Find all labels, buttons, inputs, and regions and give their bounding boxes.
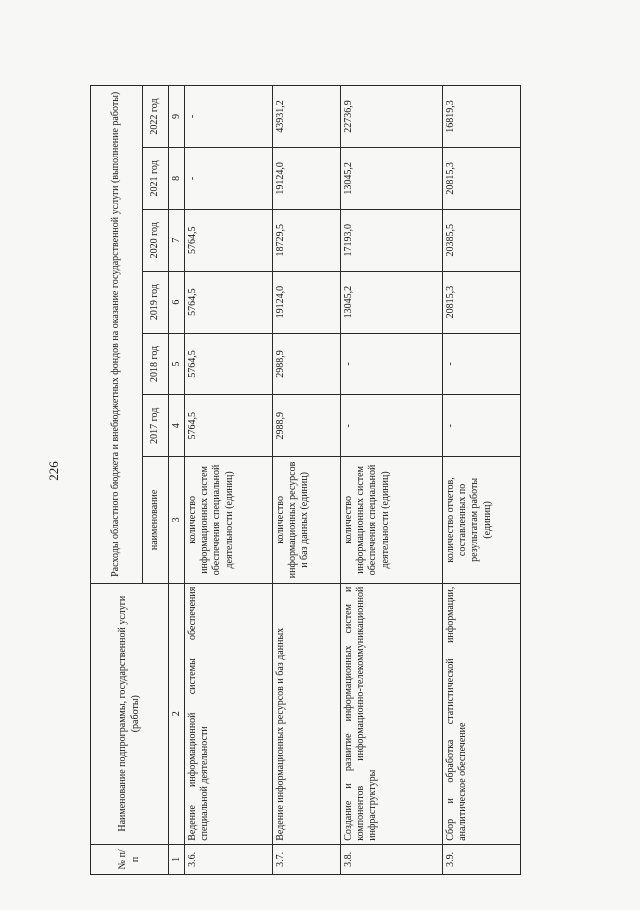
table-row bbox=[443, 86, 521, 875]
index-cell: 9 bbox=[169, 86, 185, 148]
expenses-table bbox=[90, 85, 521, 875]
row-value: - bbox=[185, 147, 273, 209]
header-year-2017: 2017 год bbox=[143, 395, 169, 457]
header-year-2019: 2019 год bbox=[143, 271, 169, 333]
page-number: 226 bbox=[46, 461, 61, 481]
row-value: 5764,5 bbox=[185, 271, 273, 333]
row-value: 5764,5 bbox=[185, 209, 273, 271]
row-name: Создание и развитие информационных систем и компонентов информационно-телекоммуникационной инфраструктуры bbox=[341, 583, 443, 844]
row-name: Ведение информационных ресурсов и баз данных bbox=[273, 583, 341, 844]
index-row bbox=[169, 86, 185, 875]
header-name: Наименование подпрограммы, государственной услуги (работы) bbox=[91, 583, 169, 844]
row-value: 19124,0 bbox=[273, 147, 341, 209]
row-value: 20815,3 bbox=[443, 271, 521, 333]
index-cell: 7 bbox=[169, 209, 185, 271]
index-cell: 5 bbox=[169, 333, 185, 395]
row-num: 3.6. bbox=[185, 844, 273, 874]
row-value: 20385,5 bbox=[443, 209, 521, 271]
row-value: 2988,9 bbox=[273, 395, 341, 457]
header-num: № п/п bbox=[91, 844, 169, 874]
row-value: - bbox=[185, 86, 273, 148]
row-value: 17193,0 bbox=[341, 209, 443, 271]
table-row bbox=[273, 86, 341, 875]
row-value: 5764,5 bbox=[185, 333, 273, 395]
row-indicator: количество отчетов, составленных по результатам работы (единиц) bbox=[443, 457, 521, 583]
row-value: - bbox=[443, 395, 521, 457]
header-expenses: Расходы областного бюджета и внебюджетных фондов на оказание государственной услуги (выполнение работы) bbox=[91, 86, 143, 584]
row-value: 43931,2 bbox=[273, 86, 341, 148]
index-cell: 8 bbox=[169, 147, 185, 209]
row-value: 20815,3 bbox=[443, 147, 521, 209]
header-year-2020: 2020 год bbox=[143, 209, 169, 271]
row-value: 22736,9 bbox=[341, 86, 443, 148]
row-value: 2988,9 bbox=[273, 333, 341, 395]
table-row bbox=[341, 86, 443, 875]
index-cell: 4 bbox=[169, 395, 185, 457]
row-indicator: количество информационных систем обеспечения специальной деятельности (единиц) bbox=[185, 457, 273, 583]
header-row-1 bbox=[91, 86, 143, 875]
row-name: Ведение информационной системы обеспечения специальной деятельности bbox=[185, 583, 273, 844]
row-value: 13045,2 bbox=[341, 271, 443, 333]
header-indicator: наименование bbox=[143, 457, 169, 583]
index-cell: 6 bbox=[169, 271, 185, 333]
row-value: 18729,5 bbox=[273, 209, 341, 271]
row-indicator: количество информационных ресурсов и баз данных (единиц) bbox=[273, 457, 341, 583]
row-value: 13045,2 bbox=[341, 147, 443, 209]
header-year-2021: 2021 год bbox=[143, 147, 169, 209]
row-value: - bbox=[341, 333, 443, 395]
row-value: 19124,0 bbox=[273, 271, 341, 333]
table-row bbox=[185, 86, 273, 875]
row-value: - bbox=[443, 333, 521, 395]
row-num: 3.8. bbox=[341, 844, 443, 874]
row-value: - bbox=[341, 395, 443, 457]
header-year-2022: 2022 год bbox=[143, 86, 169, 148]
rotated-table-container bbox=[90, 85, 570, 875]
index-cell: 1 bbox=[169, 844, 185, 874]
index-cell: 2 bbox=[169, 583, 185, 844]
row-name: Сбор и обработка статистической информации, аналитическое обеспечение bbox=[443, 583, 521, 844]
row-value: 16819,3 bbox=[443, 86, 521, 148]
row-num: 3.9. bbox=[443, 844, 521, 874]
row-num: 3.7. bbox=[273, 844, 341, 874]
header-year-2018: 2018 год bbox=[143, 333, 169, 395]
row-indicator: количество информационных систем обеспечения специальной деятельности (единиц) bbox=[341, 457, 443, 583]
row-value: 5764,5 bbox=[185, 395, 273, 457]
index-cell: 3 bbox=[169, 457, 185, 583]
